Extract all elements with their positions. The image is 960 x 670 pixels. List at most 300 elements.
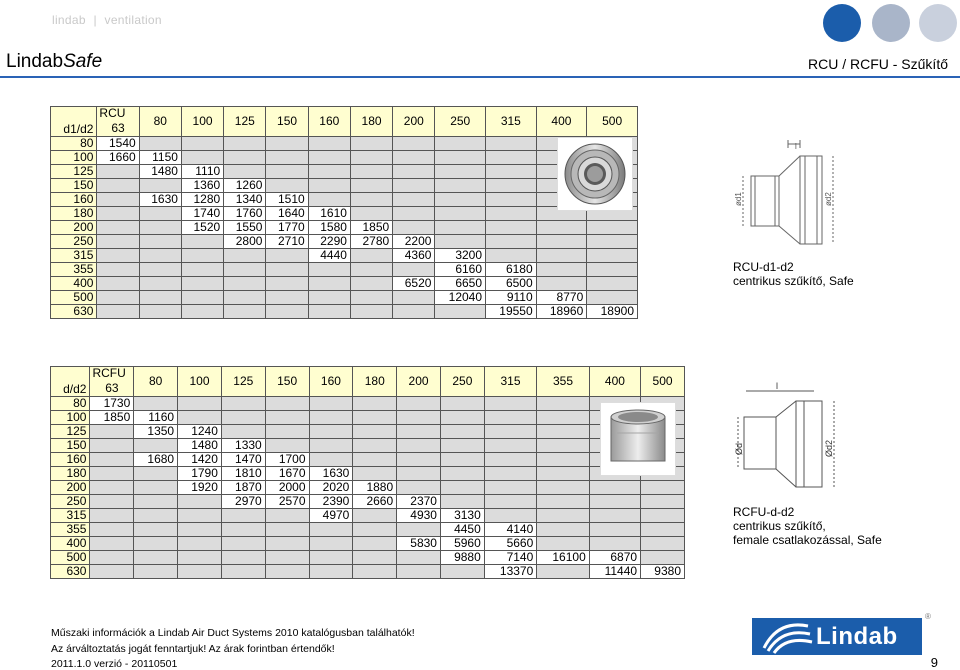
column-header: 250 [435, 107, 486, 137]
column-header: 150 [265, 367, 309, 397]
table-cell: 4360 [393, 249, 435, 263]
row-label: 315 [51, 249, 97, 263]
column-header: 160 [309, 367, 353, 397]
table-cell [181, 291, 223, 305]
table-cell [393, 165, 435, 179]
table-row [51, 411, 685, 425]
table-cell [393, 291, 435, 305]
table-row [51, 249, 638, 263]
table-cell [90, 425, 134, 439]
table-cell [486, 137, 537, 151]
rcu-technical-drawing [733, 138, 853, 253]
table-cell [221, 397, 265, 411]
table-row [51, 495, 685, 509]
table-cell [178, 523, 222, 537]
table-cell: 4440 [308, 249, 350, 263]
rcu-caption [733, 260, 854, 288]
table-cell [484, 495, 536, 509]
table-cell [587, 249, 638, 263]
table-cell [265, 565, 309, 579]
column-header: 355 [537, 367, 589, 397]
table-row [51, 537, 685, 551]
table-cell [224, 263, 266, 277]
column-header: 125 [221, 367, 265, 397]
rcu-product-photo [557, 137, 633, 211]
table-cell: 1280 [181, 193, 223, 207]
brand-header [52, 13, 162, 27]
table-cell [221, 551, 265, 565]
table-cell [224, 151, 266, 165]
table-cell: 5660 [484, 537, 536, 551]
table-cell [587, 291, 638, 305]
table-row [51, 179, 638, 193]
table-cell: 7140 [484, 551, 536, 565]
table-cell [139, 137, 181, 151]
footer-version: 2011.1.0 verzió - 20110501 [51, 658, 178, 670]
table-cell [97, 305, 139, 319]
column-header: 100 [181, 107, 223, 137]
table-header-row [51, 367, 685, 397]
table-cell [308, 277, 350, 291]
table-cell: 1630 [139, 193, 181, 207]
rcfu-product-photo [600, 402, 676, 476]
table-cell: 13370 [484, 565, 536, 579]
table-cell: 3130 [440, 509, 484, 523]
table-cell: 1550 [224, 221, 266, 235]
table-cell: 5830 [397, 537, 441, 551]
row-label: 80 [51, 397, 90, 411]
table-cell [353, 411, 397, 425]
table-cell [353, 439, 397, 453]
row-label: 150 [51, 439, 90, 453]
table-cell [90, 509, 134, 523]
table-cell [90, 453, 134, 467]
table-row [51, 551, 685, 565]
table-cell: 2710 [266, 235, 308, 249]
column-header: 250 [440, 367, 484, 397]
table-cell [181, 137, 223, 151]
table-row [51, 305, 638, 319]
table-cell [350, 165, 392, 179]
table-cell [486, 249, 537, 263]
row-label: 250 [51, 495, 90, 509]
table-cell [536, 277, 587, 291]
table-cell [134, 551, 178, 565]
table-cell: 1150 [139, 151, 181, 165]
table-cell [265, 439, 309, 453]
page-title [6, 51, 102, 73]
table-cell [537, 439, 589, 453]
column-header: 500 [587, 107, 638, 137]
table-cell [435, 165, 486, 179]
table-cell [224, 165, 266, 179]
header-rule [0, 76, 960, 78]
table-cell: 1740 [181, 207, 223, 221]
table-cell: 11440 [589, 565, 640, 579]
rcfu-dim-d: Ød [734, 442, 744, 455]
table-cell [309, 425, 353, 439]
table-cell [537, 565, 589, 579]
table-cell: 2370 [397, 495, 441, 509]
table-cell [308, 179, 350, 193]
table-cell [537, 425, 589, 439]
table-cell [484, 439, 536, 453]
rcu-reducer-icon [558, 138, 632, 210]
table-cell [435, 193, 486, 207]
rcu-dim-l: l [795, 142, 797, 151]
logo-text: Lindab [816, 623, 898, 650]
table-cell [484, 481, 536, 495]
table-cell [97, 291, 139, 305]
table-cell [484, 425, 536, 439]
table-cell [221, 537, 265, 551]
column-header: RCU 63 [97, 107, 139, 137]
table-cell: 19550 [486, 305, 537, 319]
table-cell [587, 235, 638, 249]
table-cell: 1420 [178, 453, 222, 467]
table-cell [265, 425, 309, 439]
table-cell [440, 425, 484, 439]
table-cell [440, 397, 484, 411]
table-cell [309, 411, 353, 425]
product-code: RCU [99, 106, 126, 120]
table-cell [536, 263, 587, 277]
table-cell [181, 305, 223, 319]
column-header: 200 [397, 367, 441, 397]
table-cell [134, 509, 178, 523]
table-cell: 1480 [178, 439, 222, 453]
rcfu-technical-drawing [730, 377, 850, 507]
row-label: 125 [51, 165, 97, 179]
table-cell: 1790 [178, 467, 222, 481]
table-cell [587, 263, 638, 277]
table-cell [353, 425, 397, 439]
table-cell [181, 151, 223, 165]
row-label: 125 [51, 425, 90, 439]
table-cell [484, 397, 536, 411]
table-cell [266, 305, 308, 319]
table-cell [350, 305, 392, 319]
table-cell [435, 179, 486, 193]
table-cell [90, 523, 134, 537]
table-cell: 2570 [265, 495, 309, 509]
table-cell [350, 291, 392, 305]
table-cell [309, 565, 353, 579]
table-cell: 1660 [97, 151, 139, 165]
table-cell [537, 537, 589, 551]
table-cell [134, 439, 178, 453]
row-label: 100 [51, 151, 97, 165]
table-cell [139, 263, 181, 277]
table-cell [393, 207, 435, 221]
table-cell: 2970 [221, 495, 265, 509]
table-cell [397, 425, 441, 439]
table-cell [350, 277, 392, 291]
table-cell [308, 137, 350, 151]
table-cell [589, 481, 640, 495]
row-label: 315 [51, 509, 90, 523]
table-row [51, 193, 638, 207]
table-cell [589, 509, 640, 523]
table-cell [97, 235, 139, 249]
table-cell [134, 495, 178, 509]
table-cell [309, 397, 353, 411]
table-row [51, 151, 638, 165]
table-cell [97, 277, 139, 291]
table-cell [641, 537, 685, 551]
column-header: 315 [484, 367, 536, 397]
table-cell [435, 305, 486, 319]
table-cell: 1850 [350, 221, 392, 235]
table-cell [536, 249, 587, 263]
row-label: 80 [51, 137, 97, 151]
table-cell: 6500 [486, 277, 537, 291]
brand-separator: | [93, 13, 97, 27]
table-cell [353, 397, 397, 411]
table-cell: 1350 [134, 425, 178, 439]
table-cell [486, 165, 537, 179]
column-header: 200 [393, 107, 435, 137]
rcu-caption-desc: centrikus szűkítő, Safe [733, 274, 854, 288]
table-cell [90, 537, 134, 551]
table-cell [486, 193, 537, 207]
table-cell [537, 481, 589, 495]
table-cell [397, 523, 441, 537]
table-cell [221, 523, 265, 537]
column-header: 180 [353, 367, 397, 397]
table-cell [440, 481, 484, 495]
table-cell [309, 439, 353, 453]
table-cell: 1160 [134, 411, 178, 425]
table-cell [353, 453, 397, 467]
table-row [51, 523, 685, 537]
circle-2 [872, 4, 910, 42]
table-row [51, 221, 638, 235]
table-cell [350, 263, 392, 277]
table-cell [178, 495, 222, 509]
table-cell [266, 151, 308, 165]
table-cell: 2000 [265, 481, 309, 495]
table-cell [435, 151, 486, 165]
row-label: 160 [51, 193, 97, 207]
table-cell: 2780 [350, 235, 392, 249]
table-cell [265, 397, 309, 411]
table-cell: 6870 [589, 551, 640, 565]
table-cell: 1260 [224, 179, 266, 193]
table-header-row [51, 107, 638, 137]
table-cell [641, 523, 685, 537]
table-cell [537, 509, 589, 523]
title-safe: Safe [63, 51, 103, 72]
table-cell: 1110 [181, 165, 223, 179]
table-cell [589, 523, 640, 537]
table-cell [353, 551, 397, 565]
row-label: 630 [51, 305, 97, 319]
brand-lindab: lindab [52, 13, 86, 27]
table-cell [308, 291, 350, 305]
row-label: 180 [51, 207, 97, 221]
table-cell: 2200 [393, 235, 435, 249]
table-cell [134, 565, 178, 579]
column-header: 125 [224, 107, 266, 137]
table-row [51, 453, 685, 467]
table-cell [308, 165, 350, 179]
table-cell: 1240 [178, 425, 222, 439]
table-row [51, 235, 638, 249]
table-cell: 2660 [353, 495, 397, 509]
table-cell [266, 165, 308, 179]
table-cell: 1480 [139, 165, 181, 179]
table-cell [266, 249, 308, 263]
table-cell [393, 193, 435, 207]
table-cell [435, 221, 486, 235]
table-cell: 18960 [536, 305, 587, 319]
row-label: 355 [51, 523, 90, 537]
circle-1 [823, 4, 861, 42]
table-cell [266, 137, 308, 151]
table-cell [587, 221, 638, 235]
page-subtitle: RCU / RCFU - Szűkítő [807, 56, 948, 72]
lindab-swirl-icon [756, 618, 816, 655]
table-cell [134, 523, 178, 537]
table-cell [90, 495, 134, 509]
table-cell [397, 411, 441, 425]
table-cell [90, 439, 134, 453]
table-cell [587, 277, 638, 291]
table-cell: 1680 [134, 453, 178, 467]
row-label: 500 [51, 291, 97, 305]
brand-ventilation: ventilation [104, 13, 162, 27]
table-cell [435, 137, 486, 151]
table-cell [309, 453, 353, 467]
table-cell: 4140 [484, 523, 536, 537]
table-cell: 12040 [435, 291, 486, 305]
table-cell: 1360 [181, 179, 223, 193]
table-cell [440, 495, 484, 509]
table-cell [221, 565, 265, 579]
row-label: 200 [51, 481, 90, 495]
rcu-dim-d2: ød2 [824, 192, 833, 206]
table-cell [435, 235, 486, 249]
row-label: 200 [51, 221, 97, 235]
table-cell [266, 263, 308, 277]
table-cell [139, 221, 181, 235]
row-label: 400 [51, 277, 97, 291]
table-cell [266, 277, 308, 291]
rcfu-caption-desc-2: female csatlakozással, Safe [733, 533, 882, 547]
table-cell: 1340 [224, 193, 266, 207]
table-cell [224, 137, 266, 151]
table-cell [393, 179, 435, 193]
table-cell [440, 565, 484, 579]
column-header: 180 [350, 107, 392, 137]
table-cell [537, 467, 589, 481]
table-cell [265, 537, 309, 551]
table-row [51, 425, 685, 439]
table-cell: 2290 [308, 235, 350, 249]
table-cell: 18900 [587, 305, 638, 319]
table-cell [178, 565, 222, 579]
table-cell [181, 277, 223, 291]
table-cell: 1510 [266, 193, 308, 207]
table-cell [435, 207, 486, 221]
table-cell [393, 137, 435, 151]
rcfu-caption-code: RCFU-d-d2 [733, 505, 795, 519]
table-cell [397, 481, 441, 495]
table-cell [134, 481, 178, 495]
table-cell [641, 509, 685, 523]
table-cell [537, 411, 589, 425]
table-cell [397, 453, 441, 467]
table-cell [134, 467, 178, 481]
table-cell: 6180 [486, 263, 537, 277]
table-cell [350, 193, 392, 207]
table-row [51, 397, 685, 411]
table-cell [97, 249, 139, 263]
table-cell: 6520 [393, 277, 435, 291]
column-header: 150 [266, 107, 308, 137]
table-cell: 1870 [221, 481, 265, 495]
table-cell: 1630 [309, 467, 353, 481]
table-cell [589, 537, 640, 551]
table-cell [139, 207, 181, 221]
table-cell [178, 411, 222, 425]
table-cell [350, 207, 392, 221]
table-cell [353, 565, 397, 579]
table-cell [393, 263, 435, 277]
table-cell [350, 179, 392, 193]
table-row [51, 439, 685, 453]
table-row [51, 207, 638, 221]
table-cell: 4970 [309, 509, 353, 523]
table-cell: 1640 [266, 207, 308, 221]
table-cell [486, 179, 537, 193]
table-cell [440, 411, 484, 425]
table-cell [350, 249, 392, 263]
table-cell [393, 305, 435, 319]
table-row [51, 165, 638, 179]
table-cell [139, 179, 181, 193]
rcu-price-table [50, 106, 638, 319]
title-lindab: Lindab [6, 51, 64, 72]
row-label: 100 [51, 411, 90, 425]
table-cell [97, 207, 139, 221]
table-cell [440, 439, 484, 453]
table-row [51, 263, 638, 277]
table-cell: 3200 [435, 249, 486, 263]
row-label: 500 [51, 551, 90, 565]
table-cell [589, 495, 640, 509]
table-cell: 1730 [90, 397, 134, 411]
column-header: 160 [308, 107, 350, 137]
table-cell: 4450 [440, 523, 484, 537]
table-cell [266, 179, 308, 193]
page-number: 9 [930, 655, 938, 670]
table-cell: 1540 [97, 137, 139, 151]
registered-mark: ® [925, 612, 931, 621]
table-cell: 1770 [266, 221, 308, 235]
table-cell [265, 509, 309, 523]
table-cell [537, 453, 589, 467]
table-cell [97, 179, 139, 193]
table-cell: 16100 [537, 551, 589, 565]
product-code: RCFU [92, 366, 126, 380]
table-cell: 1670 [265, 467, 309, 481]
table-cell [641, 495, 685, 509]
table-cell [440, 453, 484, 467]
table-cell [139, 305, 181, 319]
row-label: 150 [51, 179, 97, 193]
